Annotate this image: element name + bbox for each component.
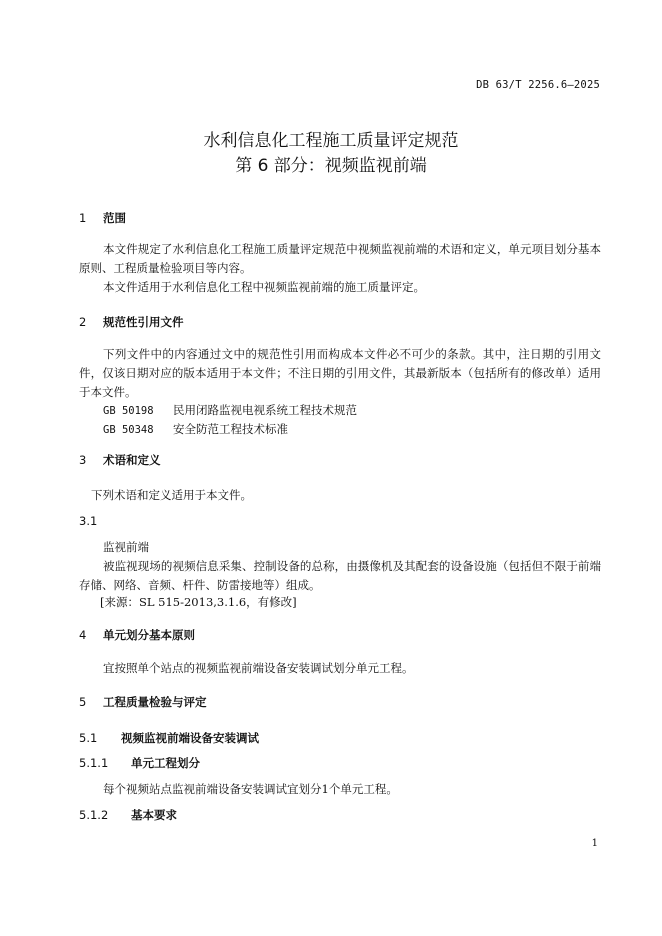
section-title: 单元划分基本原则 xyxy=(103,628,195,642)
term-definition: 被监视现场的视频信息采集、控制设备的总称，由摄像机及其配套的设备设施（包括但不限于前端存储、网络、音频、杆件、防雷接地等）组成。 xyxy=(79,559,601,592)
section-number: 5 xyxy=(79,695,87,709)
unit-division-paragraph: 宜按照单个站点的视频监视前端设备安装调试划分单元工程。 xyxy=(103,661,414,675)
reference-code: GB 50348 xyxy=(103,424,154,436)
section-number: 3 xyxy=(79,453,87,467)
subsection-5-1-1-heading xyxy=(79,755,200,771)
unit-project-paragraph: 每个视频站点监视前端设备安装调试宜划分1个单元工程。 xyxy=(103,782,398,796)
section-title: 术语和定义 xyxy=(103,453,161,467)
normative-references-paragraph: 下列文件中的内容通过文中的规范性引用而构成本文件必不可少的条款。其中，注日期的引用文件，仅该日期对应的版本适用于本文件；不注日期的引用文件，其最新版本（包括所有的修改单）适用于本文件。 xyxy=(79,347,601,399)
reference-item xyxy=(103,421,288,437)
term-number: 3.1 xyxy=(79,514,98,528)
section-number: 4 xyxy=(79,628,87,642)
scope-paragraph-2: 本文件适用于水利信息化工程中视频监视前端的施工质量评定。 xyxy=(103,280,425,294)
section-4-heading xyxy=(79,627,195,643)
section-number: 1 xyxy=(79,211,87,225)
reference-title: 安全防范工程技术标准 xyxy=(173,422,288,436)
reference-title: 民用闭路监视电视系统工程技术规范 xyxy=(173,403,357,417)
section-number: 2 xyxy=(79,315,87,329)
section-title: 范围 xyxy=(103,211,126,225)
subsection-number: 5.1.1 xyxy=(79,756,109,770)
scope-paragraph-1: 本文件规定了水利信息化工程施工质量评定规范中视频监视前端的术语和定义，单元项目划分基本原则、工程质量检验项目等内容。 xyxy=(79,242,601,275)
reference-code: GB 50198 xyxy=(103,405,154,417)
term-name: 监视前端 xyxy=(103,540,149,554)
page-number: 1 xyxy=(591,838,598,849)
standard-number: DB 63/T 2256.6—2025 xyxy=(476,79,600,91)
section-5-heading xyxy=(79,694,207,710)
document-subtitle: 第 6 部分：视频监视前端 xyxy=(235,156,427,176)
subsection-title: 基本要求 xyxy=(131,808,177,822)
reference-item xyxy=(103,402,357,418)
subsection-title: 视频监视前端设备安装调试 xyxy=(121,731,259,745)
subsection-number: 5.1 xyxy=(79,731,98,745)
subsection-title: 单元工程划分 xyxy=(131,756,200,770)
term-source: [来源：SL 515-2013,3.1.6，有修改] xyxy=(100,595,297,609)
subsection-5-1-2-heading xyxy=(79,807,177,823)
section-title: 规范性引用文件 xyxy=(103,315,184,329)
section-1-heading xyxy=(79,210,126,226)
subsection-5-1-heading xyxy=(79,730,259,746)
document-title: 水利信息化工程施工质量评定规范 xyxy=(203,131,459,151)
terms-intro: 下列术语和定义适用于本文件。 xyxy=(91,488,252,502)
section-2-heading xyxy=(79,314,184,330)
section-3-heading xyxy=(79,452,161,468)
subsection-number: 5.1.2 xyxy=(79,808,109,822)
section-title: 工程质量检验与评定 xyxy=(103,695,207,709)
